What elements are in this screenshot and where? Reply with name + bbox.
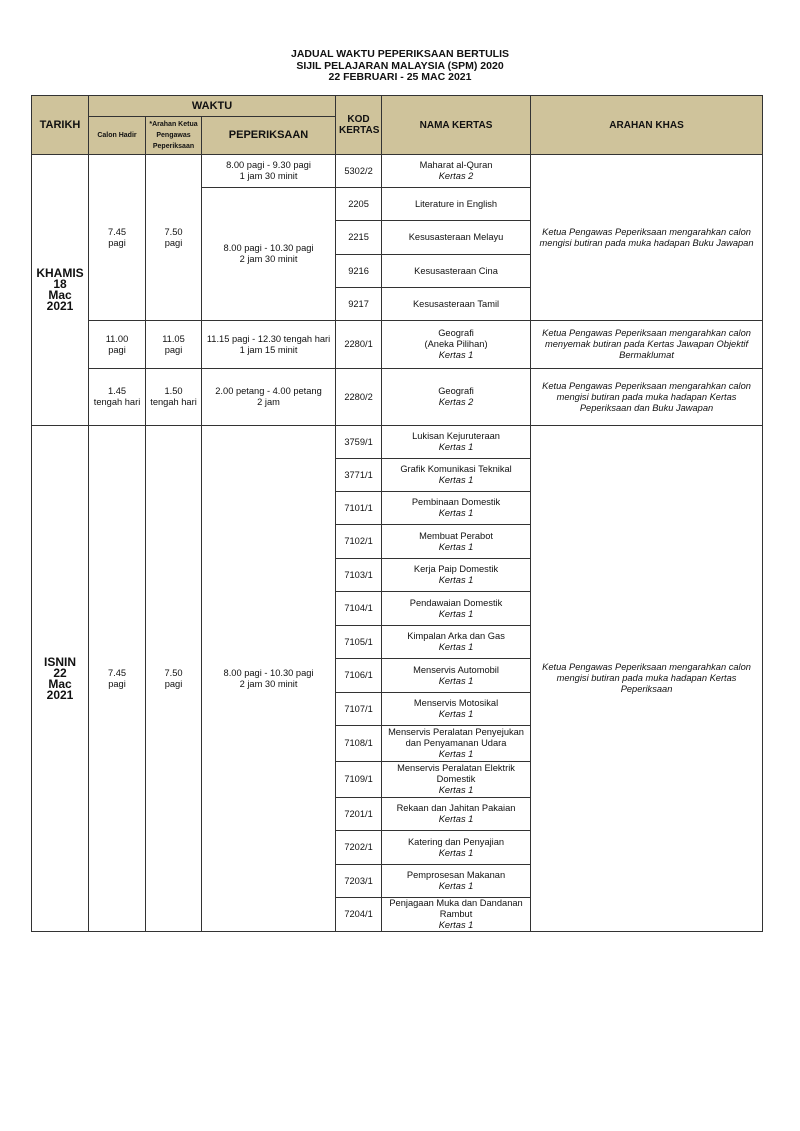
calon-hadir-cell	[89, 369, 146, 426]
time-period: tengah hari	[93, 397, 141, 407]
time-value: 1.45	[107, 386, 127, 396]
time-period: pagi	[108, 678, 126, 689]
date-cell-day2	[32, 426, 89, 932]
paper-code: 7203/1	[336, 865, 382, 898]
paper-name: Grafik Komunikasi Teknikal	[400, 464, 512, 474]
exam-duration: 1 jam 30 minit	[239, 171, 298, 181]
time-period: tengah hari	[150, 397, 197, 407]
paper-name-cont: dan Penyamanan Udara	[405, 738, 507, 748]
paper-name: Menservis Automobil	[413, 664, 499, 675]
paper-code: 2280/2	[336, 369, 382, 426]
time-period: pagi	[164, 678, 183, 689]
paper-code: 7102/1	[336, 525, 382, 559]
paper-name-cell	[382, 369, 531, 426]
time-period: pagi	[164, 237, 183, 248]
exam-time-range: 2.00 petang - 4.00 petang	[215, 386, 322, 396]
paper-name: Kimpalan Arka dan Gas	[407, 631, 505, 641]
paper-name: Membuat Perabot	[419, 530, 493, 541]
paper-number: Kertas 1	[438, 442, 474, 452]
exam-timetable	[31, 95, 763, 932]
paper-number: Kertas 2	[438, 397, 474, 407]
exam-time-cell	[202, 321, 336, 369]
paper-name: Menservis Peralatan Penyejukan	[388, 727, 524, 737]
date-year: 2021	[46, 687, 74, 702]
exam-time-range: 11.15 pagi - 12.30 tengah hari	[206, 333, 331, 344]
paper-name-cell	[382, 559, 531, 592]
time-value: 7.45	[107, 667, 127, 678]
calon-hadir-cell	[89, 426, 146, 932]
paper-name-cell	[382, 592, 531, 626]
exam-time-range: 8.00 pagi - 10.30 pagi	[223, 667, 314, 678]
header-tarikh: TARIKH	[32, 96, 89, 155]
paper-name-cell	[382, 155, 531, 188]
paper-code: 3759/1	[336, 426, 382, 459]
paper-code: 7104/1	[336, 592, 382, 626]
date-year: 2021	[46, 299, 74, 313]
header-kod-kertas: KOD KERTAS	[336, 96, 382, 155]
paper-name-cell	[382, 693, 531, 726]
paper-number: Kertas 1	[438, 881, 474, 891]
paper-code: 7202/1	[336, 831, 382, 865]
paper-code: 7204/1	[336, 898, 382, 932]
time-value: 7.50	[164, 226, 183, 237]
header-peperiksaan: PEPERIKSAAN	[202, 117, 336, 155]
paper-number: Kertas 1	[438, 920, 474, 930]
special-instruction: Ketua Pengawas Peperiksaan mengarahkan calon menyemak butiran pada Kertas Jawapan Objektif Bermaklumat	[531, 321, 763, 369]
paper-name: Kesusasteraan Cina	[382, 255, 531, 288]
arahan-ketua-cell	[146, 321, 202, 369]
paper-name-cell	[382, 865, 531, 898]
paper-name: Rekaan dan Jahitan Pakaian	[396, 803, 516, 813]
paper-code: 9217	[336, 288, 382, 321]
paper-name: Lukisan Kejuruteraan	[412, 431, 500, 441]
paper-code: 3771/1	[336, 459, 382, 492]
exam-duration: 1 jam 15 minit	[239, 344, 298, 355]
paper-subtitle: (Aneka Pilihan)	[424, 339, 488, 349]
paper-number: Kertas 1	[438, 709, 474, 719]
header-calon-hadir: Calon Hadir	[89, 117, 146, 155]
paper-name-cont: Rambut	[439, 909, 473, 919]
paper-name: Penjagaan Muka dan Dandanan	[389, 898, 523, 908]
paper-name: Literature in English	[382, 188, 531, 221]
title-line-1: JADUAL WAKTU PEPERIKSAAN BERTULIS	[291, 48, 509, 60]
paper-code: 7108/1	[336, 726, 382, 762]
paper-number: Kertas 1	[438, 675, 474, 686]
paper-code: 7109/1	[336, 762, 382, 798]
header-arahan-khas: ARAHAN KHAS	[531, 96, 763, 155]
exam-time-cell	[202, 369, 336, 426]
paper-name-cell	[382, 659, 531, 693]
paper-code: 7101/1	[336, 492, 382, 525]
exam-time-cell	[202, 188, 336, 321]
time-period: pagi	[108, 344, 126, 355]
special-instruction: Ketua Pengawas Peperiksaan mengarahkan calon mengisi butiran pada muka hadapan Buku Jawapan	[531, 155, 763, 321]
date-month: Mac	[48, 676, 72, 691]
paper-number: Kertas 2	[438, 171, 474, 181]
paper-number: Kertas 1	[438, 642, 474, 652]
exam-duration: 2 jam	[257, 397, 280, 407]
date-day: 22	[53, 665, 67, 680]
paper-number: Kertas 1	[438, 575, 474, 585]
paper-code: 5302/2	[336, 155, 382, 188]
paper-name-cont: Domestik	[436, 774, 476, 784]
paper-name-cell	[382, 762, 531, 798]
paper-name-cell	[382, 831, 531, 865]
paper-code: 2280/1	[336, 321, 382, 369]
paper-name: Geografi	[438, 328, 474, 338]
paper-name-cell	[382, 492, 531, 525]
paper-name-cell	[382, 726, 531, 762]
date-day: 18	[53, 277, 67, 291]
exam-time-range: 8.00 pagi - 10.30 pagi	[223, 243, 314, 253]
paper-name: Maharat al-Quran	[419, 160, 493, 170]
arahan-ketua-cell	[146, 426, 202, 932]
paper-number: Kertas 1	[438, 785, 474, 795]
arahan-ketua-cell	[146, 369, 202, 426]
paper-name-cell	[382, 798, 531, 831]
paper-name: Geografi	[438, 386, 474, 396]
paper-name: Menservis Motosikal	[413, 698, 499, 708]
paper-number: Kertas 1	[438, 847, 474, 858]
paper-name: Kesusasteraan Tamil	[382, 288, 531, 321]
date-cell-day1	[32, 155, 89, 426]
time-value: 1.50	[164, 386, 183, 396]
paper-name-cell	[382, 459, 531, 492]
paper-name: Kesusasteraan Melayu	[382, 221, 531, 255]
paper-name-cell	[382, 626, 531, 659]
calon-hadir-cell	[89, 155, 146, 321]
calon-hadir-cell	[89, 321, 146, 369]
time-value: 7.50	[164, 667, 183, 678]
paper-code: 7103/1	[336, 559, 382, 592]
paper-name-cell	[382, 426, 531, 459]
paper-code: 2205	[336, 188, 382, 221]
date-weekday: KHAMIS	[36, 266, 84, 280]
paper-number: Kertas 1	[438, 508, 474, 518]
paper-name-cell	[382, 321, 531, 369]
paper-code: 7107/1	[336, 693, 382, 726]
paper-number: Kertas 1	[438, 608, 474, 619]
header-waktu: WAKTU	[89, 96, 336, 117]
paper-name-cell	[382, 525, 531, 559]
paper-code: 7105/1	[336, 626, 382, 659]
exam-time-cell	[202, 426, 336, 932]
paper-name: Katering dan Penyajian	[407, 836, 505, 847]
header-nama-kertas: NAMA KERTAS	[382, 96, 531, 155]
paper-name: Kerja Paip Domestik	[413, 564, 499, 574]
arahan-ketua-cell	[146, 155, 202, 321]
document-title	[0, 49, 800, 84]
time-period: pagi	[164, 344, 183, 355]
exam-duration: 2 jam 30 minit	[239, 254, 298, 264]
exam-duration: 2 jam 30 minit	[239, 678, 298, 689]
paper-number: Kertas 1	[438, 749, 474, 759]
paper-number: Kertas 1	[438, 350, 474, 360]
header-arahan-ketua: *Arahan Ketua Pengawas Peperiksaan	[146, 117, 202, 155]
paper-name: Pembinaan Domestik	[411, 497, 501, 507]
paper-name: Pemprosesan Makanan	[406, 870, 506, 880]
time-value: 7.45	[107, 226, 127, 237]
paper-number: Kertas 1	[438, 814, 474, 824]
time-value: 11.05	[162, 333, 185, 344]
paper-number: Kertas 1	[438, 541, 474, 552]
paper-code: 9216	[336, 255, 382, 288]
paper-code: 7106/1	[336, 659, 382, 693]
paper-code: 7201/1	[336, 798, 382, 831]
special-instruction: Ketua Pengawas Peperiksaan mengarahkan calon mengisi butiran pada muka hadapan Kertas Peperiksaan dan Buku Jawapan	[531, 369, 763, 426]
paper-code: 2215	[336, 221, 382, 255]
title-line-2: SIJIL PELAJARAN MALAYSIA (SPM) 2020	[296, 59, 504, 72]
paper-number: Kertas 1	[438, 475, 474, 485]
exam-time-cell	[202, 155, 336, 188]
paper-name-cell	[382, 898, 531, 932]
special-instruction: Ketua Pengawas Peperiksaan mengarahkan calon mengisi butiran pada muka hadapan Kertas Peperiksaan	[531, 426, 763, 932]
title-line-3: 22 FEBRUARI - 25 MAC 2021	[328, 71, 472, 83]
paper-name: Menservis Peralatan Elektrik	[397, 763, 515, 773]
date-weekday: ISNIN	[43, 654, 76, 669]
exam-time-range: 8.00 pagi - 9.30 pagi	[226, 160, 311, 170]
time-value: 11.00	[105, 333, 129, 344]
date-month: Mac	[48, 288, 72, 302]
paper-name: Pendawaian Domestik	[409, 597, 503, 608]
time-period: pagi	[108, 237, 126, 248]
